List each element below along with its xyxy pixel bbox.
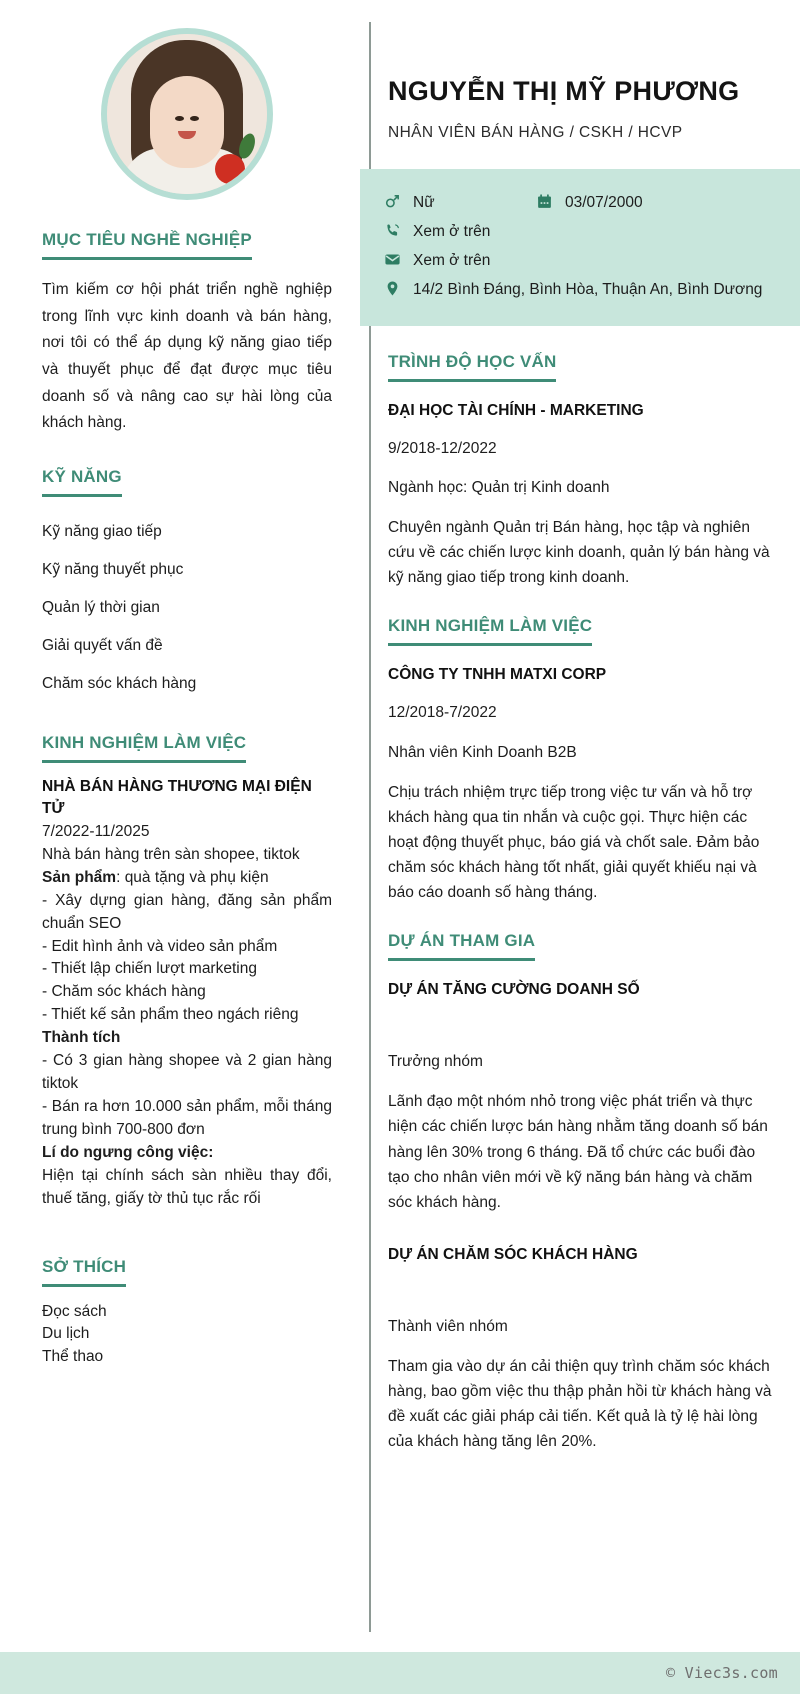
list-item: Quản lý thời gian (42, 599, 160, 617)
list-item: Thể thao (42, 1347, 104, 1365)
phone-value: Xem ở trên (413, 222, 491, 240)
right-experience-entry (388, 663, 778, 905)
gender-icon (382, 192, 402, 212)
right-column (360, 0, 800, 1640)
job-role: NHÂN VIÊN BÁN HÀNG / CSKH / HCVP (388, 123, 683, 141)
product-label: Sản phẩm (42, 868, 117, 886)
gender-value: Nữ (413, 193, 435, 211)
education-entry (388, 399, 778, 591)
contact-row (382, 250, 776, 272)
avatar (101, 28, 273, 200)
contact-gender (382, 192, 534, 214)
objective-text: Tìm kiếm cơ hội phát triển nghề nghiệp trong lĩnh vực kinh doanh và bán hàng, nơi tôi có thể áp dụng kỹ năng giao tiếp và thuyết phục để đạt được mục tiêu doanh số và nâng cao sự hài lòng của khách hàng. (42, 281, 332, 432)
achievement-item: - Có 3 gian hàng shopee và 2 gian hàng tiktok (42, 1052, 332, 1093)
experience-summary: Nhà bán hàng trên sàn shopee, tiktok (42, 845, 300, 863)
skills-heading: KỸ NĂNG (42, 467, 122, 497)
address-value: 14/2 Bình Đáng, Bình Hòa, Thuận An, Bình Dương (413, 280, 763, 298)
copyright-text: © Viec3s.com (666, 1664, 778, 1682)
projects-heading: DỰ ÁN THAM GIA (388, 931, 535, 961)
list-item: Kỹ năng giao tiếp (42, 523, 162, 541)
company-name: CÔNG TY TNHH MATXI CORP (388, 666, 607, 684)
duty-item: - Thiết lập chiến lượt marketing (42, 960, 257, 978)
list-item: Giải quyết vấn đề (42, 636, 163, 654)
company-period: 12/2018-7/2022 (388, 704, 497, 722)
contact-address (382, 279, 762, 301)
experience-heading: KINH NGHIỆM LÀM VIỆC (42, 733, 246, 763)
project-description: Tham gia vào dự án cải thiện quy trình chăm sóc khách hàng, bao gồm việc thu thập phản hồi từ khách hàng và đề xuất các giải pháp cải tiến. Kết quả là tỷ lệ hài lòng của khách hàng tăng lên 20%. (388, 1358, 772, 1451)
reason-text: Hiện tại chính sách sàn nhiều thay đổi, thuế tăng, giấy tờ thủ tục rắc rối (42, 1166, 332, 1207)
achievement-item: - Bán ra hơn 10.000 sản phẩm, mỗi tháng trung bình 700-800 đơn (42, 1098, 332, 1139)
contact-phone[interactable] (382, 221, 490, 243)
section-skills-header (42, 467, 332, 497)
project-entry (388, 978, 778, 1215)
experience-entry (42, 776, 332, 1211)
duty-item: - Edit hình ảnh và video sản phẩm (42, 937, 278, 955)
section-right-experience-header (388, 616, 778, 646)
hobbies-heading: SỞ THÍCH (42, 1257, 126, 1287)
education-school: ĐẠI HỌC TÀI CHÍNH - MARKETING (388, 401, 644, 419)
right-body (360, 352, 800, 1455)
objective-heading: MỤC TIÊU NGHỀ NGHIỆP (42, 230, 252, 260)
location-pin-icon (382, 279, 402, 299)
avatar-wrapper (42, 0, 332, 200)
duty-item: - Chăm sóc khách hàng (42, 983, 206, 1001)
right-header (360, 74, 800, 142)
birthday-value: 03/07/2000 (565, 193, 643, 211)
reason-label: Lí do ngưng công việc: (42, 1143, 214, 1161)
project-role: Trưởng nhóm (388, 1053, 483, 1071)
section-education-header (388, 352, 778, 382)
section-hobbies-header (42, 1257, 332, 1287)
envelope-icon (382, 250, 402, 270)
page-title: NGUYỄN THỊ MỸ PHƯƠNG (388, 76, 740, 106)
list-item: Chăm sóc khách hàng (42, 674, 197, 692)
project-title: DỰ ÁN TĂNG CƯỜNG DOANH SỐ (388, 981, 640, 999)
duty-item: - Thiết kế sản phẩm theo ngách riêng (42, 1006, 299, 1024)
education-description: Chuyên ngành Quản trị Bán hàng, học tập và nghiên cứu về các chiến lược kinh doanh, quản lý bán hàng và kỹ năng giao tiếp trong kinh doanh. (388, 518, 770, 587)
footer-bar (0, 1652, 800, 1694)
achievement-label: Thành tích (42, 1029, 121, 1047)
skills-list (42, 514, 332, 703)
experience-period: 7/2022-11/2025 (42, 822, 150, 840)
hobbies-list (42, 1301, 332, 1368)
contact-row (382, 192, 776, 214)
project-date-placeholder (388, 1001, 778, 1035)
project-role: Thành viên nhóm (388, 1318, 508, 1336)
phone-icon (382, 221, 402, 241)
project-entry (388, 1243, 778, 1455)
project-date-placeholder (388, 1266, 778, 1300)
right-experience-heading: KINH NGHIỆM LÀM VIỆC (388, 616, 592, 646)
calendar-icon (534, 192, 554, 212)
education-major: Ngành học: Quản trị Kinh doanh (388, 478, 610, 496)
contact-email[interactable] (382, 250, 490, 272)
section-objective-header (42, 230, 332, 260)
list-item: Du lịch (42, 1325, 90, 1343)
company-description: Chịu trách nhiệm trực tiếp trong việc tư vấn và hỗ trợ khách hàng qua tin nhắn và cuộc gọi. Thực hiện các hoạt động thuyết phục, báo giá và chốt sale. Đảm bảo chăm sóc khách hàng tốt nhất, giải quyết khiếu nại và báo cáo doanh số hàng tháng. (388, 783, 760, 901)
left-column (0, 0, 360, 1640)
education-heading: TRÌNH ĐỘ HỌC VẤN (388, 352, 556, 382)
experience-product (42, 867, 332, 890)
section-projects-header (388, 931, 778, 961)
duty-item: - Xây dựng gian hàng, đăng sản phẩm chuẩn SEO (42, 891, 332, 932)
project-description: Lãnh đạo một nhóm nhỏ trong việc phát triển và thực hiện các chiến lược bán hàng nhằm tăng doanh số bán hàng lên 30% trong 6 tháng. Đã tổ chức các buổi đào tạo cho nhân viên mới về kỹ năng bán hàng và chăm sóc khách hàng. (388, 1093, 768, 1211)
contact-birthday (534, 192, 643, 214)
email-value: Xem ở trên (413, 251, 491, 269)
list-item: Đọc sách (42, 1302, 107, 1320)
contact-row (382, 279, 776, 301)
project-title: DỰ ÁN CHĂM SÓC KHÁCH HÀNG (388, 1245, 638, 1263)
education-period: 9/2018-12/2022 (388, 439, 497, 457)
product-value: : quà tặng và phụ kiện (116, 868, 269, 886)
contact-row (382, 221, 776, 243)
experience-title: NHÀ BÁN HÀNG THƯƠNG MẠI ĐIỆN TỬ (42, 777, 312, 818)
section-experience-header (42, 733, 332, 763)
list-item: Kỹ năng thuyết phục (42, 561, 184, 579)
contact-band (360, 169, 800, 326)
company-position: Nhân viên Kinh Doanh B2B (388, 743, 577, 761)
